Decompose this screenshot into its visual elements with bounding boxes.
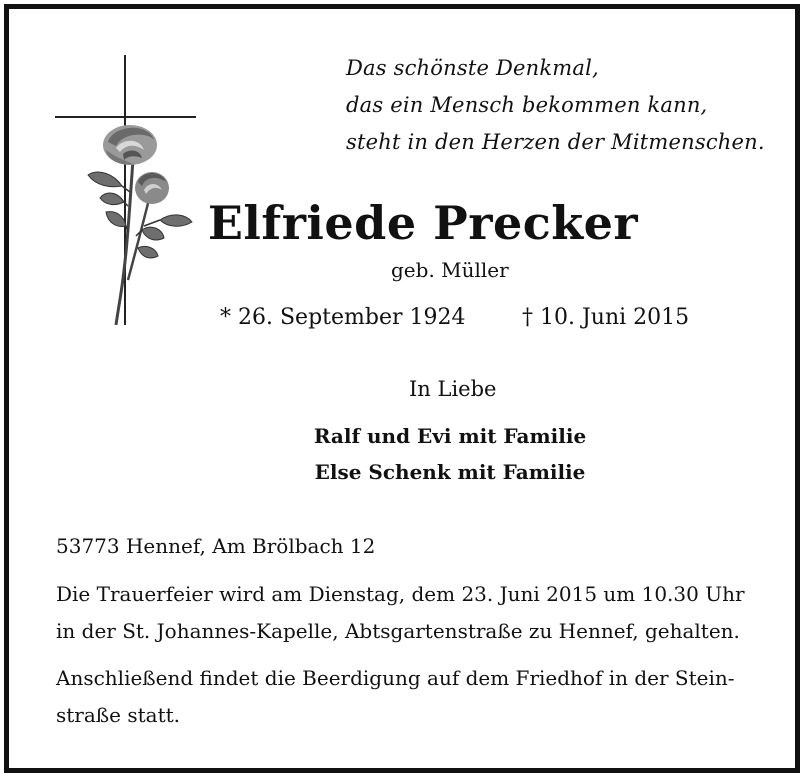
burial-paragraph xyxy=(56,660,756,734)
poem-line-2: das ein Mensch bekommen kann, xyxy=(346,93,708,117)
address: 53773 Hennef, Am Brölbach 12 xyxy=(56,534,376,558)
burial-line-1: Anschließend findet die Beerdigung auf dem Friedhof in der Stein- xyxy=(56,666,735,690)
ceremony-line-1: Die Trauerfeier wird am Dienstag, dem 23. Juni 2015 um 10.30 Uhr xyxy=(56,582,745,606)
poem-line-3: steht in den Herzen der Mitmenschen. xyxy=(346,130,765,154)
death-date: † 10. Juni 2015 xyxy=(522,305,690,330)
mourner-family-1: Ralf und Evi mit Familie xyxy=(313,424,587,448)
maiden-name: geb. Müller xyxy=(391,258,509,282)
cross-icon-crossbar xyxy=(55,116,196,118)
burial-line-2: straße statt. xyxy=(56,703,180,727)
deceased-name: Elfriede Precker xyxy=(207,196,639,250)
poem-line-1: Das schönste Denkmal, xyxy=(346,56,599,80)
mourner-family-2: Else Schenk mit Familie xyxy=(314,460,586,484)
ceremony-paragraph xyxy=(56,576,756,650)
birth-date: * 26. September 1924 xyxy=(220,305,466,330)
mourners-intro: In Liebe xyxy=(409,377,497,401)
poem-quote xyxy=(346,50,765,161)
ceremony-line-2: in der St. Johannes-Kapelle, Abtsgartenstraße zu Hennef, gehalten. xyxy=(56,619,740,643)
